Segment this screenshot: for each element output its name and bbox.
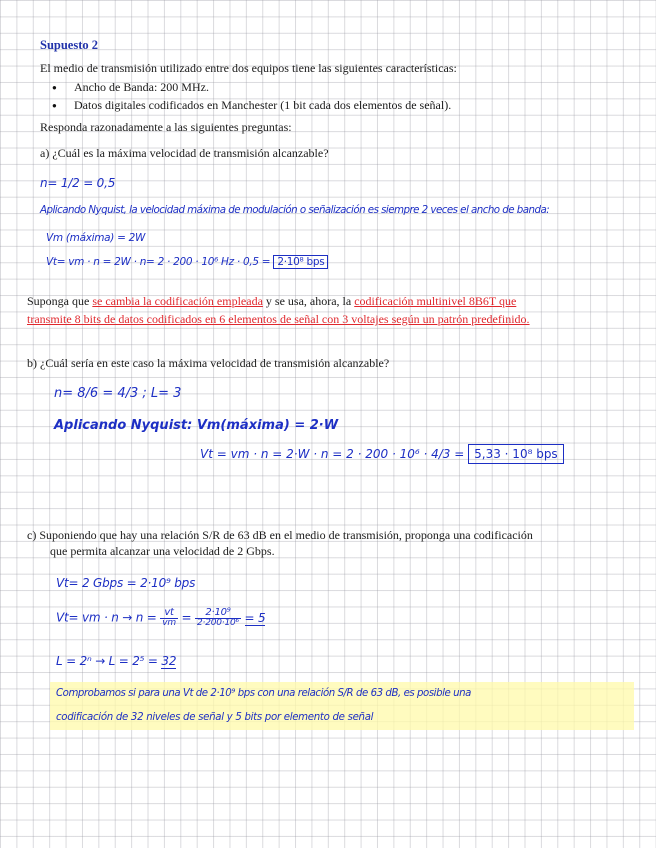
qc-frac1-den: vm [162, 618, 176, 628]
middle-red-2: codificación multinivel 8B6T que [354, 294, 517, 308]
instruction-text: Responda razonadamente a las siguientes preguntas: [40, 120, 292, 134]
qc-conclusion-line1: Comprobamos si para una Vt de 2·10⁹ bps con una relación S/R de 63 dB, es posible una [56, 688, 471, 699]
qb-handwritten-nyquist: Aplicando Nyquist: Vm(máxima) = 2·W [54, 418, 339, 433]
qc-conclusion-line2: codificación de 32 niveles de señal y 5 bits por elemento de señal [56, 712, 374, 723]
qa-handwritten-vm: Vm (máxima) = 2W [46, 232, 146, 244]
bullet-bandwidth: ● Ancho de Banda: 200 MHz. [74, 80, 209, 95]
qc-handwritten-vt: Vt= 2 Gbps = 2·10⁹ bps [56, 576, 196, 590]
qc-L-result: 32 [161, 654, 177, 668]
qc-handwritten-n [56, 608, 265, 628]
qa-vt-result-box: 2·10⁸ bps [273, 255, 328, 269]
middle-text-1: Suponga que [27, 294, 93, 308]
middle-red-3: transmite 8 bits de datos codificados en 6 elementos de señal con 3 voltajes según un patrón predefinido. [27, 312, 530, 326]
qa-handwritten-n: n= 1/2 = 0,5 [40, 176, 116, 190]
qa-handwritten-nyquist: Aplicando Nyquist, la velocidad máxima de modulación o señalización es siempre 2 veces el ancho de banda: [40, 204, 550, 216]
bullet-manchester: ● Datos digitales codificados en Manchester (1 bit cada dos elementos de señal). [74, 98, 451, 113]
qb-handwritten-n: n= 8/6 = 4/3 ; L= 3 [54, 386, 182, 401]
qc-frac2-num: 2·10⁹ [195, 608, 241, 619]
qc-equals: = [181, 610, 192, 625]
qc-frac2-den: 2·200·10⁶ [197, 618, 239, 628]
middle-paragraph-line1 [27, 294, 516, 309]
middle-red-1: se cambia la codificación empleada [92, 294, 263, 308]
qc-n-formula: Vt= vm · n → n = [56, 610, 157, 625]
middle-text-3: y se usa, ahora, la [262, 294, 355, 308]
qc-n-result: = 5 [244, 610, 266, 625]
qc-L-formula: L = 2ⁿ → L = 2⁵ = [56, 654, 158, 668]
question-c-line1: c) Suponiendo que hay una relación S/R de 63 dB en el medio de transmisión, proponga una codificación [27, 528, 533, 542]
qc-handwritten-L [56, 654, 176, 668]
question-b: b) ¿Cuál sería en este caso la máxima velocidad de transmisión alcanzable? [27, 356, 390, 370]
qa-handwritten-vt [46, 256, 328, 268]
qc-frac1-num: vt [160, 608, 178, 619]
qc-fraction-values [195, 608, 241, 628]
supuesto-title: Supuesto 2 [40, 38, 99, 52]
qb-vt-result-box: 5,33 · 10⁸ bps [468, 444, 564, 464]
qc-fraction-vt-vm [160, 608, 178, 628]
qb-vt-formula: Vt = vm · n = 2·W · n = 2 · 200 · 10⁶ · 4/3 = [200, 447, 465, 461]
qb-handwritten-vt [200, 447, 564, 461]
intro-text: El medio de transmisión utilizado entre dos equipos tiene las siguientes características: [40, 61, 457, 75]
question-c-line2: que permita alcanzar una velocidad de 2 Gbps. [50, 544, 275, 558]
question-a: a) ¿Cuál es la máxima velocidad de transmisión alcanzable? [40, 146, 329, 160]
qa-vt-formula: Vt= vm · n = 2W · n= 2 · 200 · 10⁶ Hz · 0,5 = [46, 256, 271, 268]
